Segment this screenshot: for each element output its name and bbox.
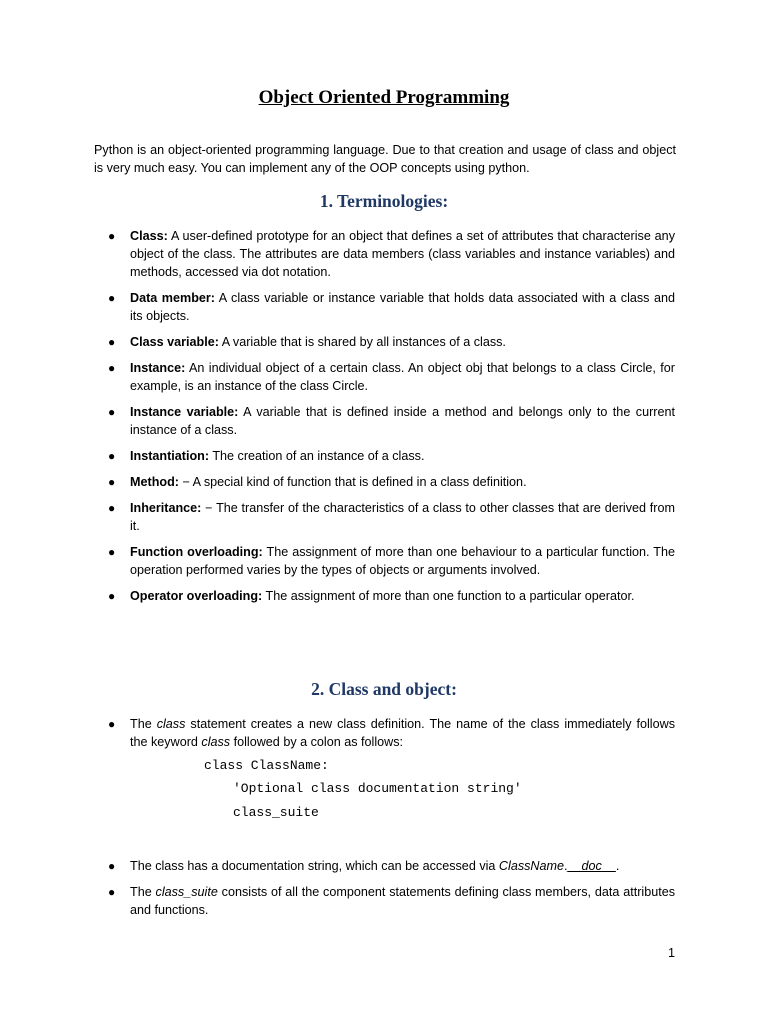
term-label: Instantiation: [130,449,210,463]
text-run: statement creates a new class definition. The name of the class immediately follows the keyword [130,717,675,749]
term-definition: A variable that is shared by all instances of a class. [218,335,506,349]
bullet-icon: ● [108,717,116,731]
list-item [108,403,675,439]
list-item [108,543,675,579]
list-item [108,359,675,395]
term-label: Data member: [130,291,215,305]
term-label: Inheritance: [130,501,202,515]
bullet-icon: ● [108,885,116,899]
term-definition: A class variable or instance variable that holds data associated with a class and its objects. [130,291,675,323]
list-item [108,473,675,491]
list-item [108,289,675,325]
term-definition: A user-defined prototype for an object that defines a set of attributes that characterise any object of the class. The attributes are data members (class variables and instance variables) and methods, accessed via dot notation. [130,229,675,279]
class-object-list-top [108,715,675,759]
keyword-class: class [201,735,231,749]
text-run: followed by a colon as follows: [230,735,404,749]
term-definition: The assignment of more than one behaviour to a particular function. The operation performed varies by the types of objects or arguments involved. [130,545,675,577]
term-definition: − A special kind of function that is defined in a class definition. [178,475,527,489]
list-item [108,857,675,875]
term-definition: A variable that is defined inside a method and belongs only to the current instance of a class. [130,405,675,437]
code-line-docstring: 'Optional class documentation string' [233,781,522,796]
code-line-class-suite: class_suite [233,805,319,820]
section-heading-class-and-object: 2. Class and object: [311,679,457,699]
bullet-icon: ● [108,589,116,603]
page-title: Object Oriented Programming [258,87,510,108]
list-item [108,447,675,465]
text-run: The class has a documentation string, which can be accessed via [130,859,499,873]
classname-ref: ClassName [498,859,565,873]
doc-attribute: __doc__ [567,859,616,873]
text-run: The [130,717,157,731]
bullet-icon: ● [108,501,116,515]
bullet-icon: ● [108,405,116,419]
term-definition: An individual object of a certain class. An object obj that belongs to a class Circle, for example, is an instance of the class Circle. [130,361,675,393]
bullet-icon: ● [108,545,116,559]
code-line-class-declaration: class ClassName: [204,758,329,773]
text-run: consists of all the component statements defining class members, data attributes and functions. [130,885,675,917]
bullet-icon: ● [108,859,116,873]
intro-paragraph: Python is an object-oriented programming language. Due to that creation and usage of class and object is very much easy. You can implement any of the OOP concepts using python. [94,143,676,175]
term-label: Operator overloading: [130,589,263,603]
bullet-icon: ● [108,361,116,375]
term-label: Function overloading: [130,545,263,559]
list-item [108,227,675,281]
term-label: Class variable: [130,335,219,349]
terminology-list [108,227,675,613]
term-definition: The assignment of more than one function to a particular operator. [262,589,635,603]
list-item [108,499,675,535]
bullet-icon: ● [108,229,116,243]
bullet-icon: ● [108,335,116,349]
bullet-icon: ● [108,475,116,489]
list-item [108,587,675,605]
list-item [108,715,675,751]
class-suite-ref: class_suite [155,885,218,899]
bullet-icon: ● [108,449,116,463]
keyword-class: class [156,717,186,731]
term-definition: − The transfer of the characteristics of a class to other classes that are derived from it. [130,501,675,533]
text-run: . [615,859,620,873]
bullet-icon: ● [108,291,116,305]
class-object-list-bottom [108,857,675,927]
term-label: Class: [130,229,168,243]
term-definition: The creation of an instance of a class. [209,449,425,463]
term-label: Instance: [130,361,186,375]
section-heading-terminologies: 1. Terminologies: [319,191,449,211]
page-number: 1 [668,946,676,960]
list-item [108,883,675,919]
text-run: The [130,885,156,899]
text-run: . [564,859,568,873]
term-label: Instance variable: [130,405,239,419]
list-item [108,333,675,351]
term-label: Method: [130,475,179,489]
